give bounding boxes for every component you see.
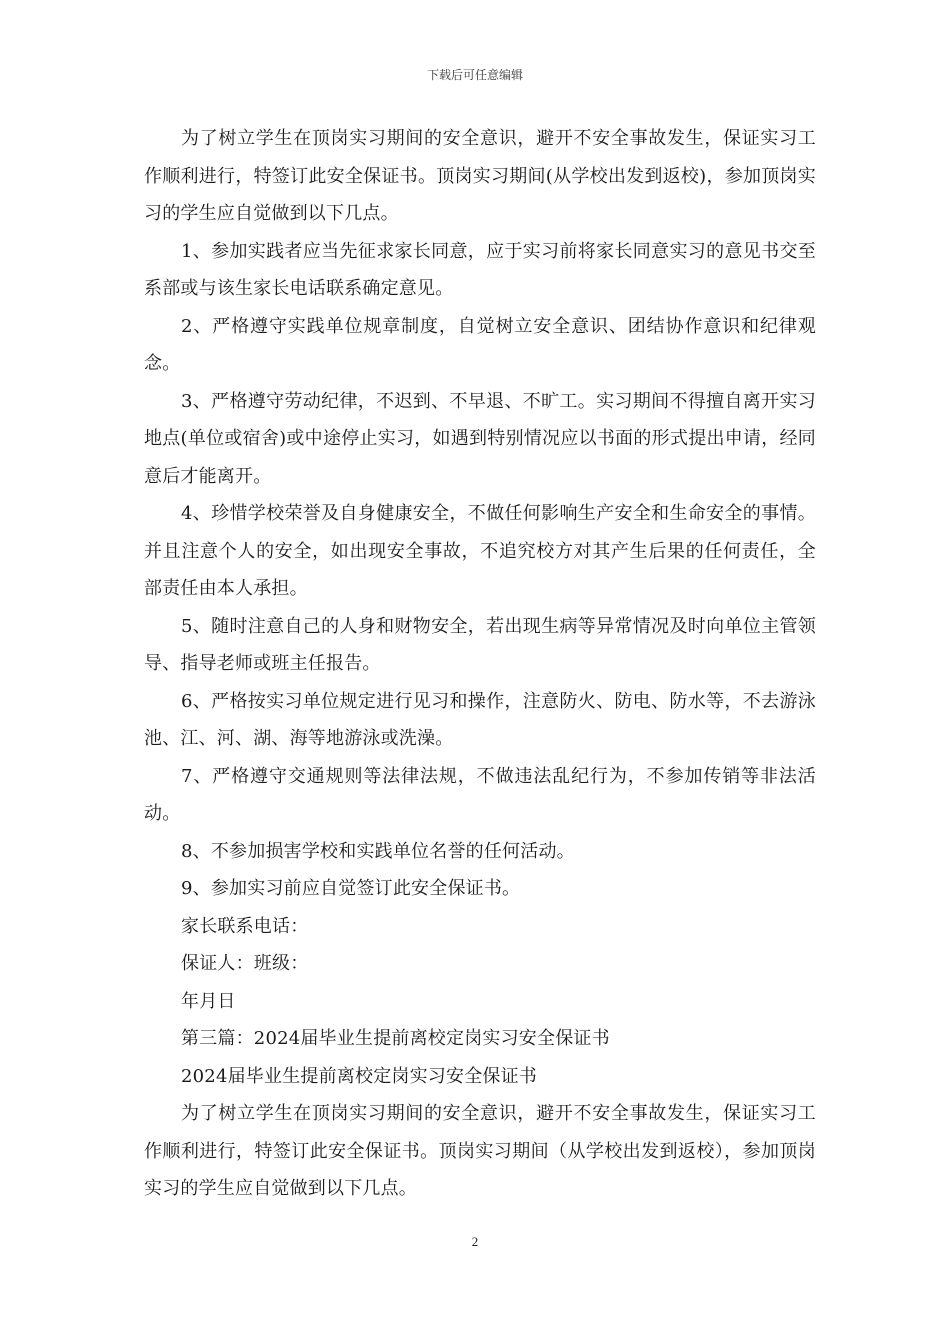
document-title: 2024届毕业生提前离校定岗实习安全保证书 [181, 1065, 538, 1087]
page-header: 下载后可任意编辑 [426, 68, 523, 82]
document-body [144, 120, 816, 1208]
page-number: 2 [471, 1234, 479, 1249]
guarantor-class-line: 保证人：班级： [181, 953, 309, 974]
rule-item-6: 6、严格按实习单位规定进行见习和操作，注意防火、防电、防水等，不去游泳池、江、河、湖、海等地游泳或洗澡。 [144, 690, 816, 749]
rule-item-3: 3、严格遵守劳动纪律，不迟到、不早退、不旷工。实习期间不得擅自离开实习地点(单位或宿舍)或中途停止实习，如遇到特别情况应以书面的形式提出申请，经同意后才能离开。 [144, 390, 816, 487]
parent-phone-line: 家长联系电话： [181, 915, 309, 937]
second-intro-paragraph: 为了树立学生在顶岗实习期间的安全意识，避开不安全事故发生，保证实习工作顺利进行，特签订此安全保证书。顶岗实习期间（从学校出发到返校），参加顶岗实习的学生应自觉做到以下几点。 [144, 1103, 816, 1199]
section-heading: 第三篇：2024届毕业生提前离校定岗实习安全保证书 [181, 1028, 610, 1049]
rule-item-7: 7、严格遵守交通规则等法律法规，不做违法乱纪行为，不参加传销等非法活动。 [144, 765, 816, 824]
intro-paragraph: 为了树立学生在顶岗实习期间的安全意识，避开不安全事故发生，保证实习工作顺利进行，特签订此安全保证书。顶岗实习期间(从学校出发到返校)，参加顶岗实习的学生应自觉做到以下几点。 [144, 128, 816, 224]
rule-item-9: 9、参加实习前应自觉签订此安全保证书。 [181, 878, 521, 899]
date-line: 年月日 [181, 990, 236, 1012]
rule-item-2: 2、严格遵守实践单位规章制度，自觉树立安全意识、团结协作意识和纪律观念。 [144, 315, 816, 374]
rule-item-8: 8、不参加损害学校和实践单位名誉的任何活动。 [181, 840, 575, 862]
rule-item-4: 4、珍惜学校荣誉及自身健康安全，不做任何影响生产安全和生命安全的事情。并且注意个人的安全，如出现安全事故，不追究校方对其产生后果的任何责任，全部责任由本人承担。 [144, 503, 816, 599]
rule-item-5: 5、随时注意自己的人身和财物安全，若出现生病等异常情况及时向单位主管领导、指导老师或班主任报告。 [144, 615, 816, 674]
rule-item-1: 1、参加实践者应当先征求家长同意，应于实习前将家长同意实习的意见书交至系部或与该生家长电话联系确定意见。 [144, 240, 816, 299]
